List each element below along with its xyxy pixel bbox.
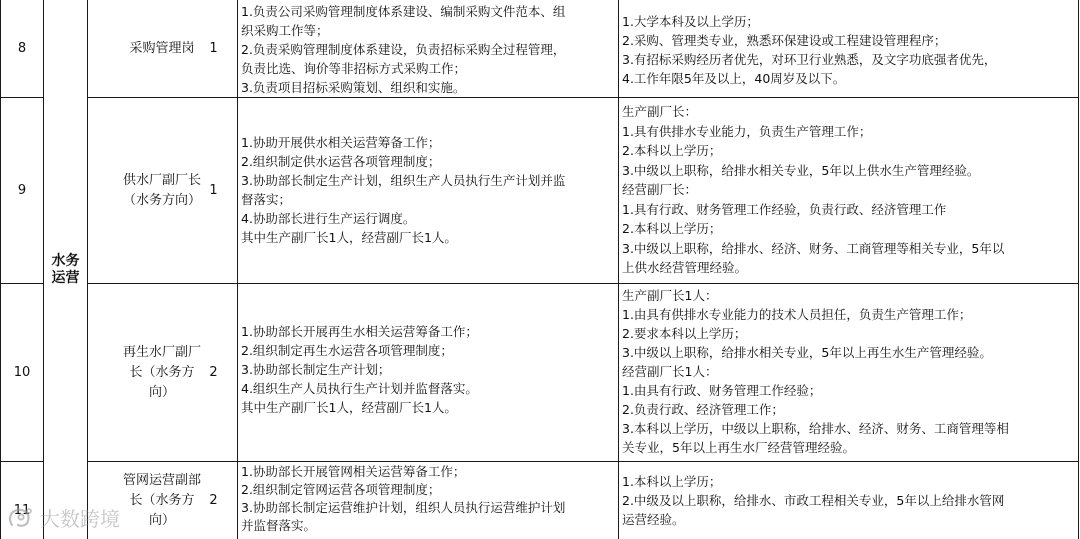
duty-line: 负责比选、询价等非招标方式采购工作；: [241, 61, 467, 76]
requirement-line: 3.本科以上学历，中级以上职称，给排水、经济、财务、工商管理等相: [622, 421, 1009, 436]
requirement-line: 经营副厂长：: [622, 182, 698, 197]
requirement-line: 3.中级以上职称，给排水相关专业，5年以上供水生产管理经验。: [622, 162, 980, 178]
requirement-line: 上供水经营管理经验。: [622, 260, 748, 275]
row-seq: 10: [13, 364, 31, 380]
requirement-line: 经营副厂长1人：: [622, 364, 718, 379]
duty-line: 1.协助开展供水相关运营筹备工作；: [241, 135, 441, 150]
post-name: 供水厂副厂长 （水务方向）: [122, 172, 201, 208]
duties-text: [241, 2, 565, 97]
duty-line: 其中生产副厂长1人，经营副厂长1人。: [241, 400, 457, 415]
requirement-line: 2.要求本科以上学历；: [622, 326, 747, 341]
post-name: 管网运营副部 长（水务方 向）: [122, 472, 201, 528]
row-seq: 11: [13, 502, 31, 518]
requirement-line: 生产副厂长1人：: [622, 288, 718, 303]
row-seq: 9: [17, 182, 27, 198]
requirements-text: [622, 102, 1004, 278]
requirement-line: 生产副厂长：: [622, 104, 698, 119]
duty-line: 2.组织制定管网运营各项管理制度；: [241, 482, 441, 497]
requirement-line: 1.具有行政、财务管理工作经验，负责行政、经济管理工作: [622, 201, 947, 217]
duty-line: 1.负责公司采购管理制度体系建设、编制采购文件范本、组: [241, 4, 566, 19]
post-name: 再生水厂副厂 长（水务方 向）: [122, 344, 201, 400]
duty-line: 并监督落实。: [241, 518, 317, 533]
requirement-line: 3.中级以上职称，给排水、经济、财务、工商管理等相关专业，5年以: [622, 240, 1005, 256]
duty-line: 督落实；: [241, 192, 292, 207]
headcount: 1: [209, 40, 218, 56]
requirement-line: 1.具有供排水专业能力，负责生产管理工作；: [622, 123, 872, 139]
duty-line: 织采购工作等；: [241, 23, 329, 38]
duty-line: 4.协助部长进行生产运行调度。: [241, 211, 416, 226]
grid-line: [1078, 0, 1079, 539]
duty-line: 2.负责采购管理制度体系建设，负责招标采购全过程管理，: [241, 42, 566, 57]
requirement-line: 1.由具有行政、财务管理工作经验；: [622, 383, 822, 398]
duties-text: [241, 133, 565, 247]
watermark-text: 大数跨境: [40, 507, 120, 531]
requirement-line: 2.本科以上学历；: [622, 143, 722, 158]
requirement-line: 2.中级及以上职称，给排水、市政工程相关专业，5年以上给排水管网: [622, 493, 1005, 508]
row-seq: 8: [17, 40, 27, 56]
duty-line: 2.组织制定再生水运营各项管理制度；: [241, 343, 453, 358]
requirement-line: 1.大学本科及以上学历；: [622, 14, 759, 29]
duty-line: 1.协助部长开展管网相关运营筹备工作；: [241, 464, 466, 479]
duties-text: [241, 322, 478, 417]
duty-line: 1.协助部长开展再生水相关运营筹备工作；: [241, 324, 478, 339]
watermark-logo-icon: [6, 505, 34, 533]
requirement-line: 关专业，5年以上再生水厂经营管理经验。: [622, 440, 855, 455]
requirement-line: 1.由具有供排水专业能力的技术人员担任，负责生产管理工作；: [622, 307, 972, 322]
duty-line: 其中生产副厂长1人，经营副厂长1人。: [241, 230, 457, 245]
requirements-text: [622, 472, 1004, 529]
duty-line: 3.协助部长制定生产计划，组织生产人员执行生产计划并监: [241, 173, 566, 188]
requirement-line: 运营经验。: [622, 512, 685, 527]
requirement-line: 2.采购、管理类专业，熟悉环保建设或工程建设管理程序；: [622, 33, 947, 48]
headcount: 2: [209, 364, 218, 380]
requirements-text: [622, 286, 1009, 457]
headcount: 2: [209, 492, 218, 508]
requirements-text: [622, 12, 996, 88]
requirement-line: 3.中级以上职称，给排水相关专业，5年以上再生水生产管理经验。: [622, 345, 992, 360]
duty-line: 3.协助部长制定生产计划；: [241, 362, 391, 377]
requirement-line: 2.负责行政、经济管理工作；: [622, 402, 784, 417]
watermark: [6, 505, 120, 533]
headcount: 1: [209, 182, 218, 198]
department-cell: 水务 运营: [51, 252, 80, 286]
requirement-line: 3.有招标采购经历者优先，对环卫行业熟悉，及文字功底强者优先，: [622, 52, 997, 67]
requirement-line: 2.本科以上学历；: [622, 221, 722, 236]
duties-text: [241, 463, 565, 535]
duty-line: 2.组织制定供水运营各项管理制度；: [241, 154, 441, 169]
requirement-line: 1.本科以上学历；: [622, 474, 722, 489]
duty-line: 3.负责项目招标采购策划、组织和实施。: [241, 80, 466, 95]
duty-line: 4.组织生产人员执行生产计划并监督落实。: [241, 381, 478, 396]
grid-line: [618, 0, 619, 539]
post-name: 采购管理岗: [129, 40, 195, 56]
duty-line: 3.协助部长制定运营维护计划，组织人员执行运营维护计划: [241, 500, 566, 515]
requirement-line: 4.工作年限5年及以上，40周岁及以下。: [622, 71, 846, 86]
